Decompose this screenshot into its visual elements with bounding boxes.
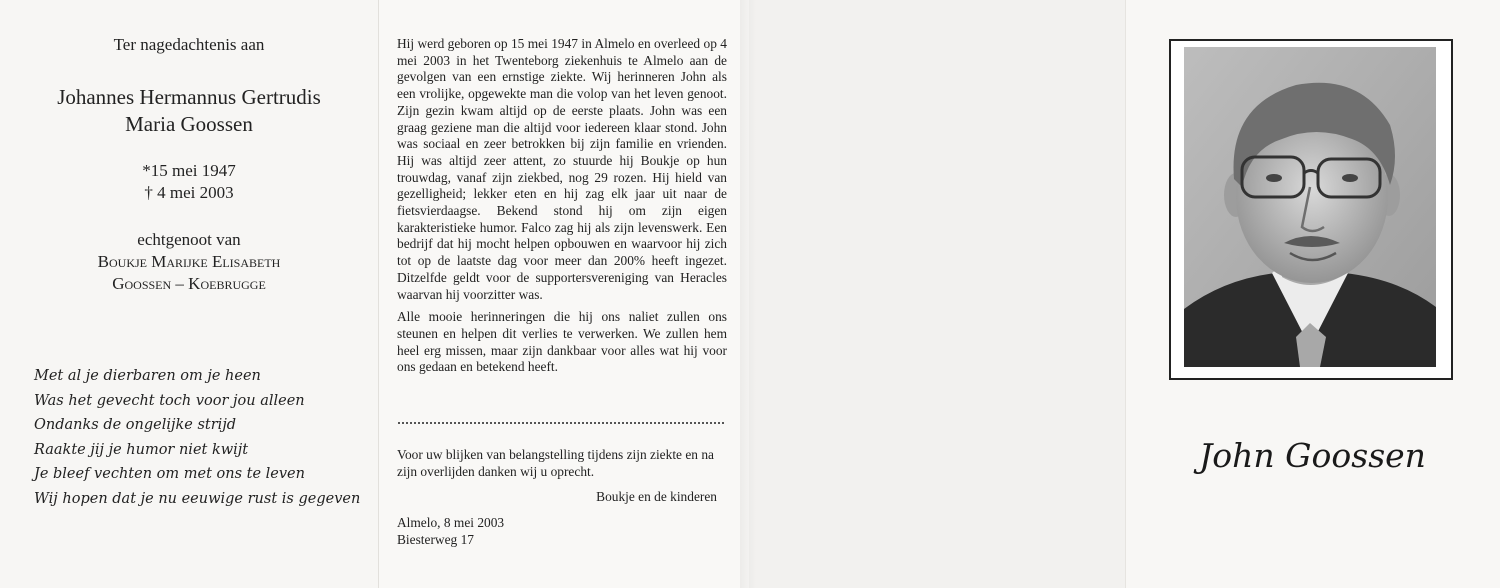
portrait-photo (1184, 47, 1436, 367)
biography-paragraph-2: Alle mooie herinneringen die hij ons naliet zullen ons steunen en helpen dit verlies te verwerken. We zullen hem heel erg missen, maar zijn dankbaar voor alles wat hij voor ons gedaan en betekend heeft. (397, 309, 727, 375)
spouse-name-line-2: Goossen – Koebrugge (112, 274, 266, 293)
spouse-name-line-1: Boukje Marijke Elisabeth (97, 252, 281, 271)
deceased-full-name (0, 84, 378, 138)
poem (34, 364, 364, 511)
life-dates (0, 160, 378, 204)
death-date: † 4 mei 2003 (144, 183, 234, 202)
fold-shadow (740, 0, 756, 588)
cover-name: John Goossen (1199, 436, 1426, 475)
poem-line: Met al je dierbaren om je heen (34, 368, 261, 384)
biography-paragraph-1: Hij werd geboren op 15 mei 1947 in Almelo en overleed op 4 mei 2003 in het Twenteborg ziekenhuis te Almelo aan de gevolgen van een ernstige ziekte. Wij herinneren John als een vrolijke, opgewekte man die volop van het leven genoot. Zijn gezin kwam altijd op de eerste plaats. John was een graag geziene man die altijd voor iedereen klaar stond. John was sociaal en zeer betrokken bij zijn familie en vrienden. Hij was altijd zeer attent, zo stuurde hij Boukje op hun trouwdag, vanaf zijn ziekbed, nog 29 rozen. Hij hield van gezelligheid; lekker eten en hij zag elk jaar uit naar de fietsvierdaagse. Bekend stond hij om zijn eigen karakteristieke humor. Falco zag hij als zijn levenswerk. Een bedrijf dat hij mocht helpen opbouwen en waarvoor hij zich tot op de laatste dag voor meer dan 200% heeft ingezet. Ditzelfde geldt voor de supportersvereniging van Heracles waarvan hij voorzitter was. (397, 36, 727, 302)
poem-line: Ondanks de ongelijke strijd (34, 417, 237, 433)
birth-date: *15 mei 1947 (142, 161, 236, 180)
poem-line: Wij hopen dat je nu eeuwige rust is gegeven (34, 490, 361, 507)
name-line-2: Maria Goossen (125, 112, 253, 136)
address-block (397, 514, 697, 548)
poem-line: Raakte jij je humor niet kwijt (34, 441, 249, 458)
thanks-text: Voor uw blijken van belangstelling tijdens zijn ziekte en na zijn overlijden danken wij u oprecht. (397, 447, 714, 479)
place-date: Almelo, 8 mei 2003 (397, 515, 505, 530)
family-signature: Boukje en de kinderen (596, 489, 717, 504)
back-cover-panel (749, 0, 1125, 588)
spouse-block (0, 229, 378, 295)
dotted-divider (398, 422, 724, 424)
biography (397, 36, 727, 376)
poem-line: Je bleef vechten om met ons te leven (34, 466, 305, 482)
poem-line: Was het gevecht toch voor jou alleen (34, 392, 305, 409)
memorial-intro: Ter nagedachtenis aan (113, 35, 265, 54)
spouse-label: echtgenoot van (137, 230, 241, 249)
street-address: Biesterweg 17 (397, 532, 474, 547)
name-line-1: Johannes Hermannus Gertrudis (57, 85, 321, 109)
